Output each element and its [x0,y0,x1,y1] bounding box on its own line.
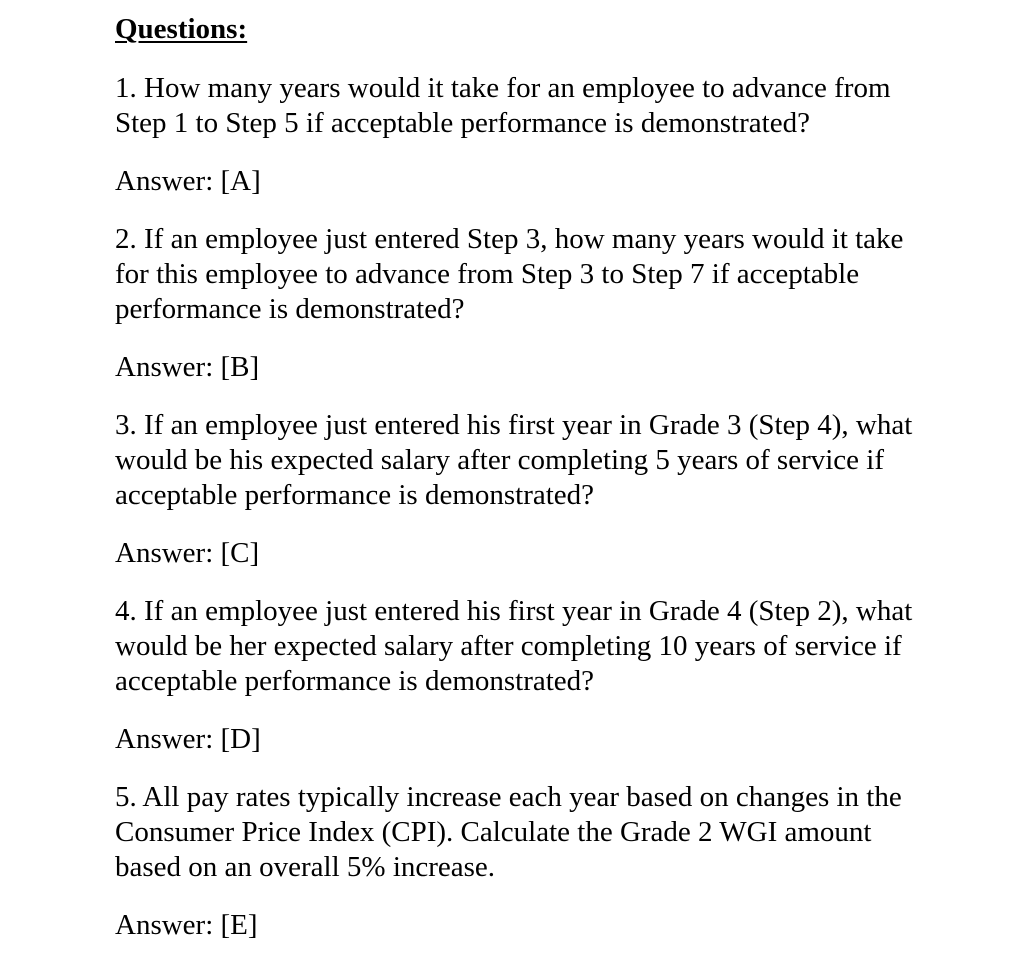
question-3-text: 3. If an employee just entered his first year in Grade 3 (Step 4), what would be his expected salary after completing 5 years of service if acceptable performance is demonstrated? [115,409,913,511]
question-2-text: 2. If an employee just entered Step 3, how many years would it take for this employee to advance from Step 3 to Step 7 if acceptable performance is demonstrated? [115,223,904,325]
questions-heading: Questions: [115,13,248,45]
question-1-text: 1. How many years would it take for an employee to advance from Step 1 to Step 5 if acceptable performance is demonstrated? [115,72,891,139]
document-page [115,12,915,966]
answer-5: Answer: [E] [115,909,258,941]
answer-2: Answer: [B] [115,351,260,383]
answer-4: Answer: [D] [115,723,261,755]
question-4-text: 4. If an employee just entered his first year in Grade 4 (Step 2), what would be her expected salary after completing 10 years of service if acceptable performance is demonstrated? [115,595,913,697]
answer-3: Answer: [C] [115,537,260,569]
answer-1: Answer: [A] [115,165,261,197]
question-5-text: 5. All pay rates typically increase each year based on changes in the Consumer Price Index (CPI). Calculate the Grade 2 WGI amount based on an overall 5% increase. [115,781,902,883]
